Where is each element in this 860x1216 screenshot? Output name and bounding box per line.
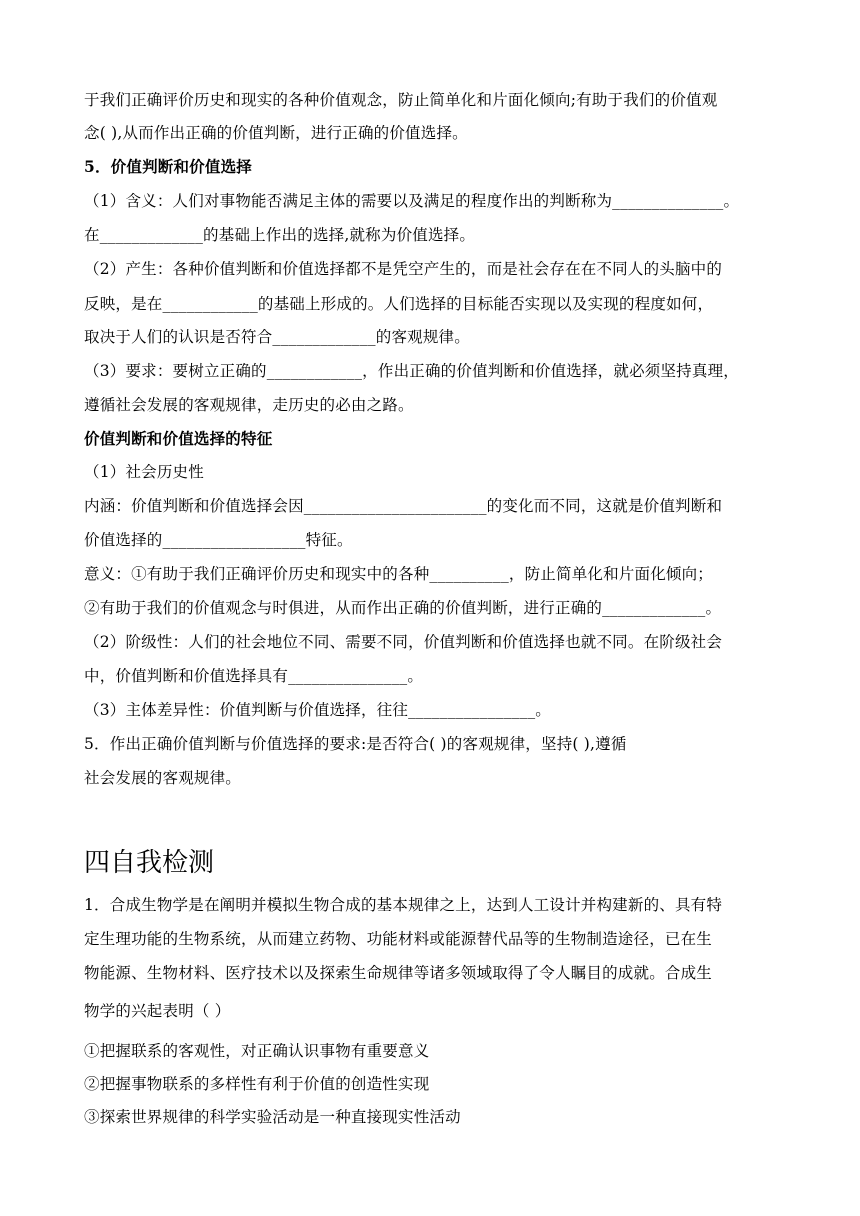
question-line: 定生理功能的生物系统，从而建立药物、功能材料或能源替代品等的生物制造途径，已在生 <box>84 930 713 948</box>
text-line: （2）产生：各种价值判断和价值选择都不是凭空产生的，而是社会存在在不同人的头脑中的 <box>84 260 723 278</box>
text-line: （1）社会历史性 <box>84 463 204 481</box>
question-line: 物学的兴起表明（ ） <box>84 1002 231 1020</box>
text-line: （3）要求：要树立正确的____________，作出正确的价值判断和价值选择，就必须坚持真理， <box>84 362 739 380</box>
text-line: 中，价值判断和价值选择具有_______________。 <box>84 667 424 685</box>
question-line: 物能源、生物材料、医疗技术以及探索生命规律等诸多领域取得了令人瞩目的成就。合成生 <box>84 964 713 982</box>
option-item: ①把握联系的客观性，对正确认识事物有重要意义 <box>84 1042 430 1060</box>
option-item: ②把握事物联系的多样性有利于价值的创造性实现 <box>84 1075 430 1093</box>
text-line: 5．作出正确价值判断与价值选择的要求:是否符合( )的客观规律，坚持( ),遵循 <box>84 735 627 753</box>
subsection-title: 价值判断和价值选择的特征 <box>84 429 273 448</box>
question-line: 1．合成生物学是在阐明并模拟生物合成的基本规律之上，达到人工设计并构建新的、具有特 <box>84 896 723 914</box>
text-line: 取决于人们的认识是否符合_____________的客观规律。 <box>84 328 470 346</box>
text-line: （1）含义：人们对事物能否满足主体的需要以及满足的程度作出的判断称为______________。 <box>84 192 740 210</box>
text-line: ②有助于我们的价值观念与时俱进，从而作出正确的价值判断，进行正确的_____________。 <box>84 599 722 617</box>
text-line: 社会发展的客观规律。 <box>84 769 242 787</box>
section-heading: 四自我检测 <box>84 848 215 878</box>
text-line: 遵循社会发展的客观规律，走历史的必由之路。 <box>84 396 414 414</box>
text-line: 意义：①有助于我们正确评价历史和现实中的各种__________，防止简单化和片面化倾向； <box>84 565 714 583</box>
text-line: 内涵：价值判断和价值选择会因_______________________的变化而不同，这就是价值判断和 <box>84 497 723 515</box>
text-line: 反映，是在____________的基础上形成的。人们选择的目标能否实现以及实现的程度如何， <box>84 295 714 313</box>
option-item: ③探索世界规律的科学实验活动是一种直接现实性活动 <box>84 1108 461 1126</box>
subsection-title: 5．价值判断和价值选择 <box>84 157 252 176</box>
text-line: 价值选择的__________________特征。 <box>84 531 353 549</box>
text-line: 念( ),从而作出正确的价值判断，进行正确的价值选择。 <box>84 124 468 142</box>
text-line: （2）阶级性：人们的社会地位不同、需要不同，价值判断和价值选择也就不同。在阶级社会 <box>84 633 723 651</box>
text-line: 在_____________的基础上作出的选择,就称为价值选择。 <box>84 226 476 244</box>
text-line: （3）主体差异性：价值判断与价值选择，往往________________。 <box>84 701 551 719</box>
text-line: 于我们正确评价历史和现实的各种价值观念，防止简单化和片面化倾向;有助于我们的价值观 <box>84 91 718 109</box>
